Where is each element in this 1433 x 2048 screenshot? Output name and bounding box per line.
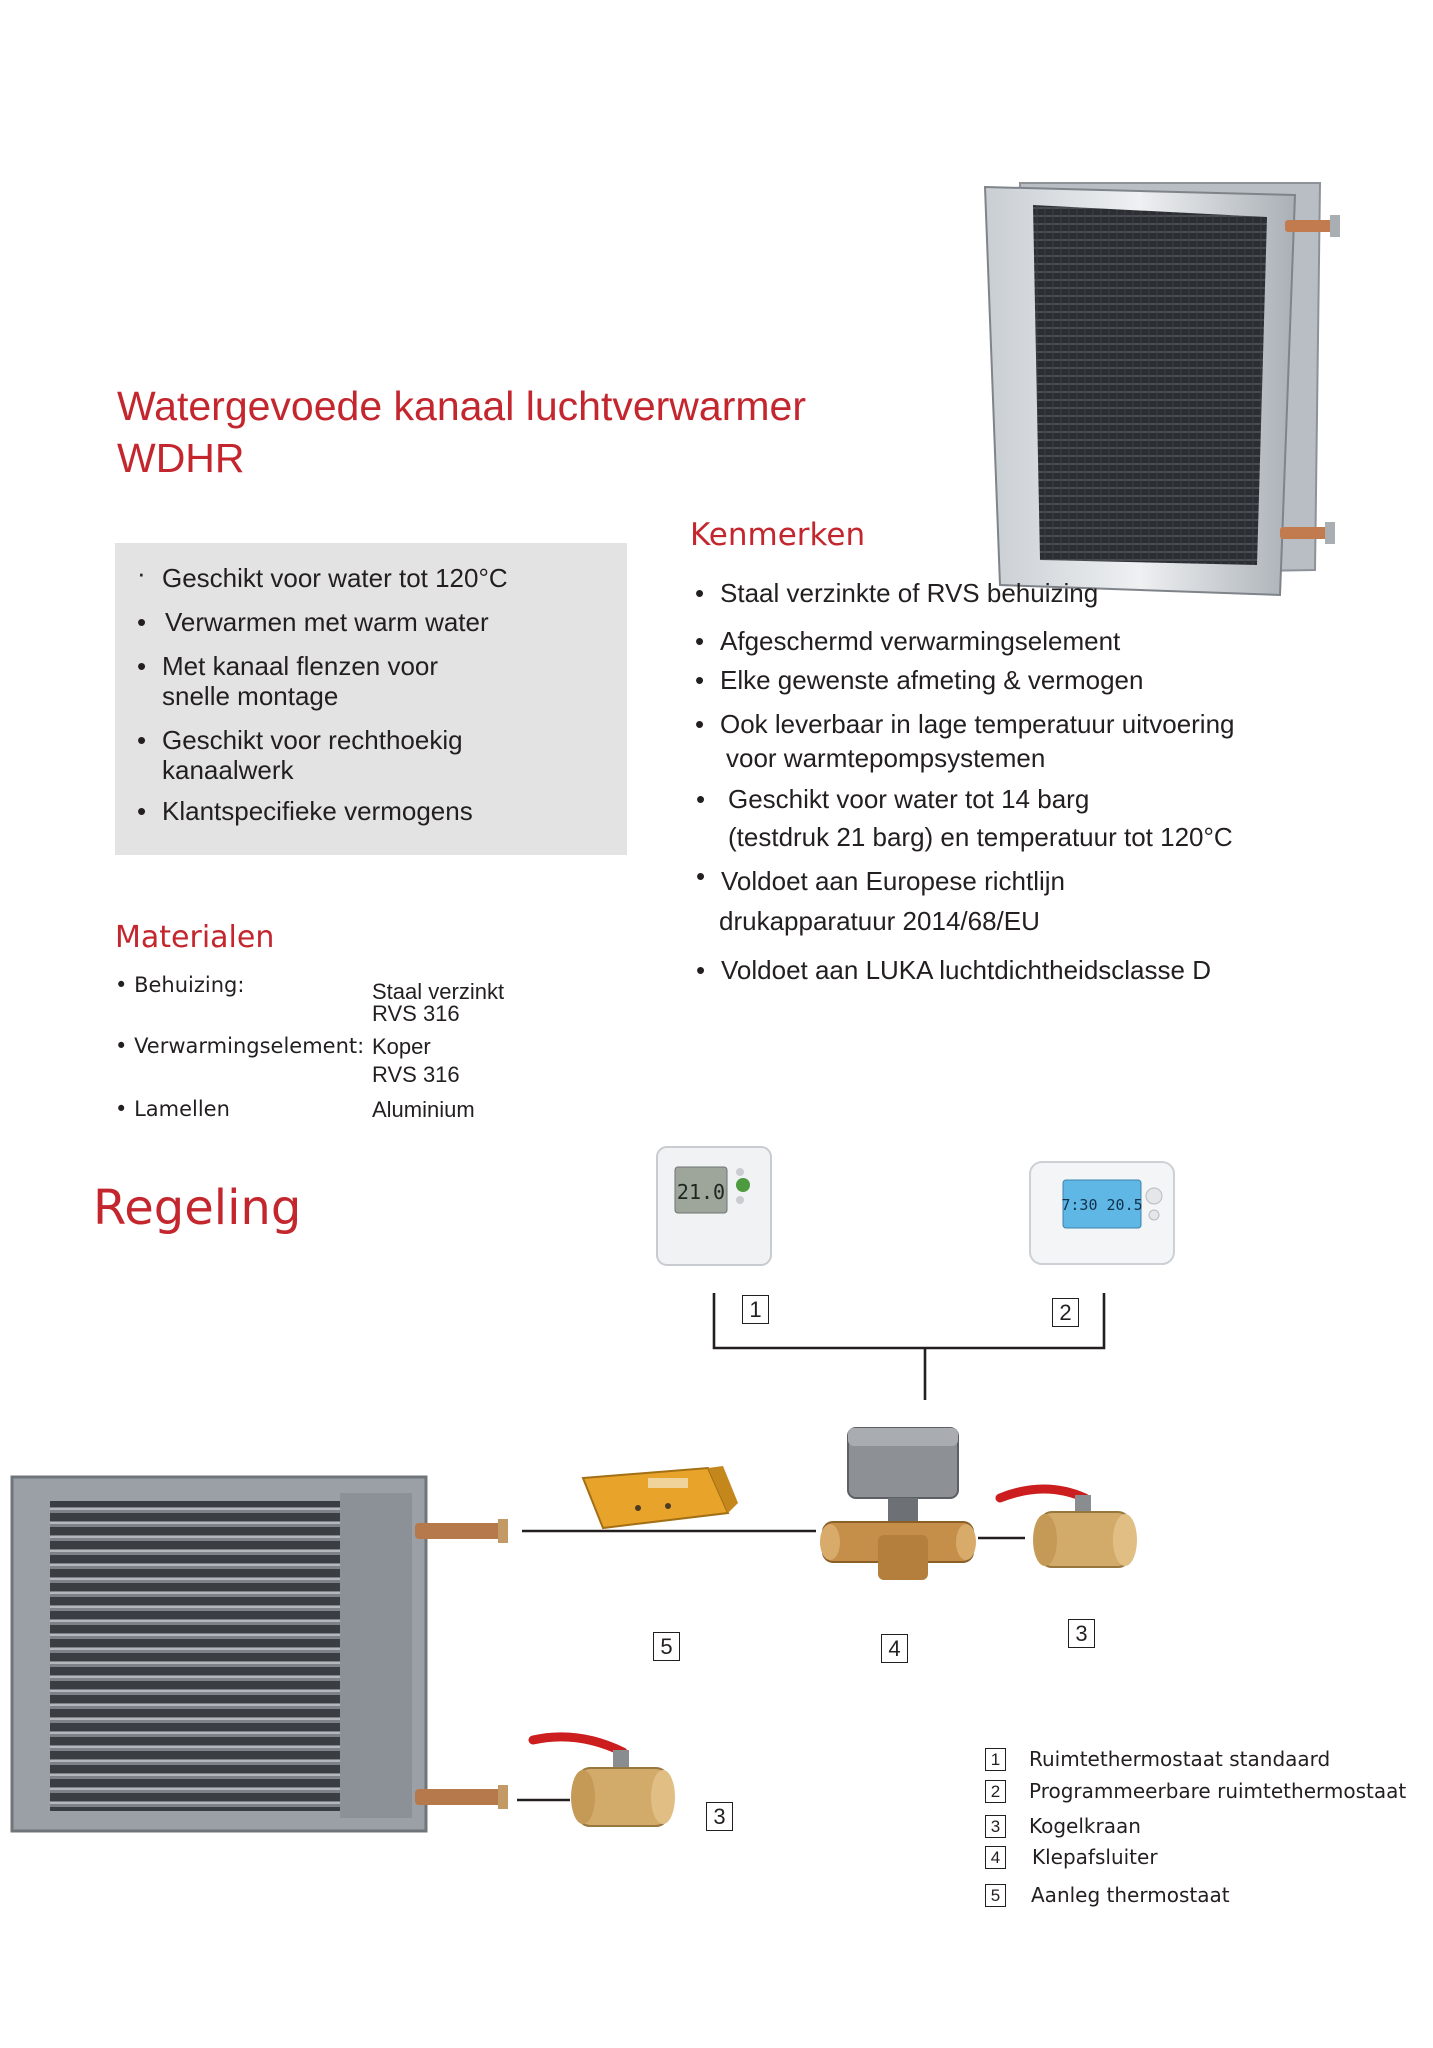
ball-valve-lower-image [528,1720,678,1835]
kenmerken-item: • Afgeschermd verwarmingselement [695,626,1121,656]
regeling-heading: Regeling [93,1180,302,1236]
materialen-label: • Verwarmingselement: [115,1034,365,1058]
kenmerken-heading: Kenmerken [690,517,866,553]
materialen-label: • Lamellen [115,1097,230,1121]
highlight-item-continuation: snelle montage [162,681,339,711]
highlight-item: • Klantspecifieke vermogens [137,796,473,826]
materialen-value: RVS 316 [372,1062,460,1087]
title-line-1: Watergevoede kanaal luchtverwarmer [117,383,806,429]
kenmerken-item-continuation: drukapparatuur 2014/68/EU [719,906,1040,936]
svg-text:7:30 20.5: 7:30 20.5 [1061,1196,1143,1214]
kenmerken-item: • Staal verzinkte of RVS behuizing [695,578,1099,608]
materialen-label: • Behuizing: [115,973,245,997]
kenmerken-item: • Voldoet aan Europese richtlijn [696,861,1066,896]
kenmerken-item-continuation: (testdruk 21 barg) en temperatuur tot 120°C [728,822,1233,852]
heater-coil-photo [10,1475,515,1835]
callout-4: 4 [881,1634,908,1663]
callout-3-lower: 3 [706,1802,733,1831]
kenmerken-item: • Geschikt voor water tot 14 barg [696,784,1090,814]
kenmerken-item: • Elke gewenste afmeting & vermogen [695,665,1144,695]
highlight-item: • Geschikt voor rechthoekig [137,725,463,755]
materialen-value: Staal verzinkt [372,979,505,1004]
highlight-item: • Verwarmen met warm water [137,607,489,637]
kenmerken-item: • Voldoet aan LUKA luchtdichtheidsclasse D [696,955,1211,985]
highlight-item-continuation: kanaalwerk [162,755,294,785]
callout-3: 3 [1068,1619,1095,1648]
ball-valve-upper-image [995,1470,1145,1575]
title-line-2: WDHR [117,435,245,481]
zone-valve-image [818,1420,978,1585]
kenmerken-item-continuation: voor warmtepompsystemen [726,743,1046,773]
callout-2: 2 [1052,1298,1079,1327]
callout-1: 1 [742,1295,769,1324]
contact-thermostat-image [578,1458,748,1538]
kenmerken-item: • Ook leverbaar in lage temperatuur uitvoering [695,709,1235,739]
materialen-heading: Materialen [115,920,275,955]
callout-5: 5 [653,1632,680,1661]
materialen-value: RVS 316 [372,1001,460,1026]
materialen-value: Aluminium [372,1097,475,1122]
highlight-item: · Geschikt voor water tot 120°C [137,558,508,593]
svg-text:21.0: 21.0 [676,1180,726,1204]
materialen-value: Koper [372,1034,431,1059]
highlight-item: • Met kanaal flenzen voor [137,651,439,681]
